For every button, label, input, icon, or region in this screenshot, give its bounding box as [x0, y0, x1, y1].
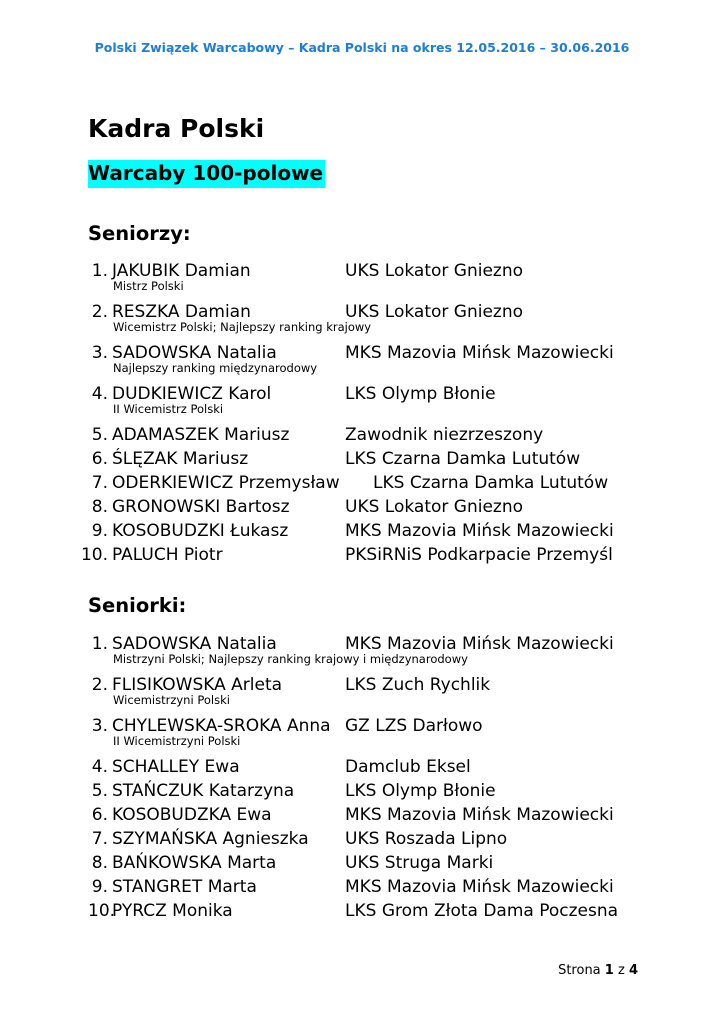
player-note: Wicemistrz Polski; Najlepszy ranking krajowy	[113, 320, 372, 334]
club-name: Zawodnik niezrzeszony	[345, 425, 544, 445]
player-note: Mistrzyni Polski; Najlepszy ranking krajowy i międzynarodowy	[113, 652, 468, 666]
player-name: DUDKIEWICZ Karol	[112, 384, 272, 404]
item-number: 10.	[80, 545, 108, 565]
player-name: SADOWSKA Natalia	[112, 343, 277, 363]
item-number: 7.	[91, 829, 108, 849]
footer-prefix: Strona	[558, 963, 601, 978]
club-name: LKS Olymp Błonie	[345, 384, 496, 404]
list-item	[0, 259, 724, 283]
list-item	[0, 827, 724, 851]
list-item	[0, 519, 724, 543]
player-name: PALUCH Piotr	[112, 545, 223, 565]
player-name: PYRCZ Monika	[112, 901, 233, 921]
list-item	[0, 755, 724, 779]
list-item	[0, 341, 724, 365]
player-name: STAŃCZUK Katarzyna	[112, 781, 295, 801]
player-note: Wicemistrzyni Polski	[113, 693, 230, 707]
player-name: KOSOBUDZKI Łukasz	[112, 521, 289, 541]
item-number: 5.	[91, 425, 108, 445]
item-number: 8.	[91, 853, 108, 873]
player-name: FLISIKOWSKA Arleta	[112, 675, 283, 695]
club-name: LKS Zuch Rychlik	[345, 675, 491, 695]
item-number: 10.	[88, 901, 116, 921]
list-item	[0, 714, 724, 738]
player-name: JAKUBIK Damian	[112, 261, 251, 281]
player-name: RESZKA Damian	[112, 302, 251, 322]
footer-total: 4	[628, 963, 638, 978]
club-name: UKS Lokator Gniezno	[345, 497, 524, 517]
player-note: Najlepszy ranking międzynarodowy	[113, 361, 318, 375]
item-number: 6.	[91, 449, 108, 469]
list-item	[0, 673, 724, 697]
club-name: UKS Roszada Lipno	[345, 829, 508, 849]
player-name: SADOWSKA Natalia	[112, 634, 277, 654]
player-name: SCHALLEY Ewa	[112, 757, 240, 777]
list-item	[0, 779, 724, 803]
item-number: 7.	[91, 473, 108, 493]
item-number: 1.	[91, 634, 108, 654]
item-number: 3.	[91, 343, 108, 363]
item-number: 3.	[91, 716, 108, 736]
item-number: 6.	[91, 805, 108, 825]
club-name: UKS Lokator Gniezno	[345, 261, 524, 281]
list-item	[0, 803, 724, 827]
club-name: MKS Mazovia Mińsk Mazowiecki	[345, 521, 614, 541]
footer-page: 1	[604, 963, 614, 978]
club-name: PKSiRNiS Podkarpacie Przemyśl	[345, 545, 613, 565]
player-name: BAŃKOWSKA Marta	[112, 853, 277, 873]
subtitle-block	[88, 160, 325, 188]
club-name: UKS Struga Marki	[345, 853, 494, 873]
list-item	[0, 471, 724, 495]
player-note: II Wicemistrz Polski	[113, 402, 224, 416]
player-name: STANGRET Marta	[112, 877, 257, 897]
player-name: ODERKIEWICZ Przemysław	[112, 473, 340, 493]
list-item	[0, 423, 724, 447]
player-name: GRONOWSKI Bartosz	[112, 497, 290, 517]
club-name: Damclub Eksel	[345, 757, 471, 777]
page-title: Kadra Polski	[88, 114, 265, 143]
item-number: 5.	[91, 781, 108, 801]
item-number: 4.	[91, 757, 108, 777]
club-name: MKS Mazovia Mińsk Mazowiecki	[345, 805, 614, 825]
discipline-subtitle: Warcaby 100-polowe	[88, 160, 325, 188]
footer-sep: z	[617, 963, 625, 978]
list-item	[0, 543, 724, 567]
player-note: II Wicemistrzyni Polski	[113, 734, 241, 748]
player-name: ŚLĘZAK Mariusz	[112, 449, 249, 469]
club-name: LKS Czarna Damka Lututów	[345, 449, 581, 469]
list-item	[0, 851, 724, 875]
list-item	[0, 495, 724, 519]
section-heading-seniors: Seniorzy:	[88, 222, 191, 245]
list-item	[0, 447, 724, 471]
club-name: MKS Mazovia Mińsk Mazowiecki	[345, 634, 614, 654]
player-note: Mistrz Polski	[113, 279, 184, 293]
item-number: 2.	[91, 675, 108, 695]
item-number: 9.	[91, 877, 108, 897]
item-number: 1.	[91, 261, 108, 281]
club-name: GZ LZS Darłowo	[345, 716, 483, 736]
player-name: ADAMASZEK Mariusz	[112, 425, 290, 445]
document-header: Polski Związek Warcabowy – Kadra Polski na okres 12.05.2016 – 30.06.2016	[94, 40, 630, 55]
item-number: 9.	[91, 521, 108, 541]
item-number: 8.	[91, 497, 108, 517]
list-item	[0, 899, 724, 923]
player-name: KOSOBUDZKA Ewa	[112, 805, 272, 825]
club-name: MKS Mazovia Mińsk Mazowiecki	[345, 343, 614, 363]
list-item	[0, 382, 724, 406]
section-heading-seniorki: Seniorki:	[88, 594, 187, 617]
list-item	[0, 875, 724, 899]
item-number: 2.	[91, 302, 108, 322]
player-name: CHYLEWSKA-SROKA Anna	[112, 716, 331, 736]
player-name: SZYMAŃSKA Agnieszka	[112, 829, 309, 849]
club-name: LKS Grom Złota Dama Poczesna	[345, 901, 619, 921]
club-name: LKS Olymp Błonie	[345, 781, 496, 801]
club-name: UKS Lokator Gniezno	[345, 302, 524, 322]
page-footer	[558, 963, 638, 978]
club-name: MKS Mazovia Mińsk Mazowiecki	[345, 877, 614, 897]
club-name: LKS Czarna Damka Lututów	[373, 473, 609, 493]
item-number: 4.	[91, 384, 108, 404]
